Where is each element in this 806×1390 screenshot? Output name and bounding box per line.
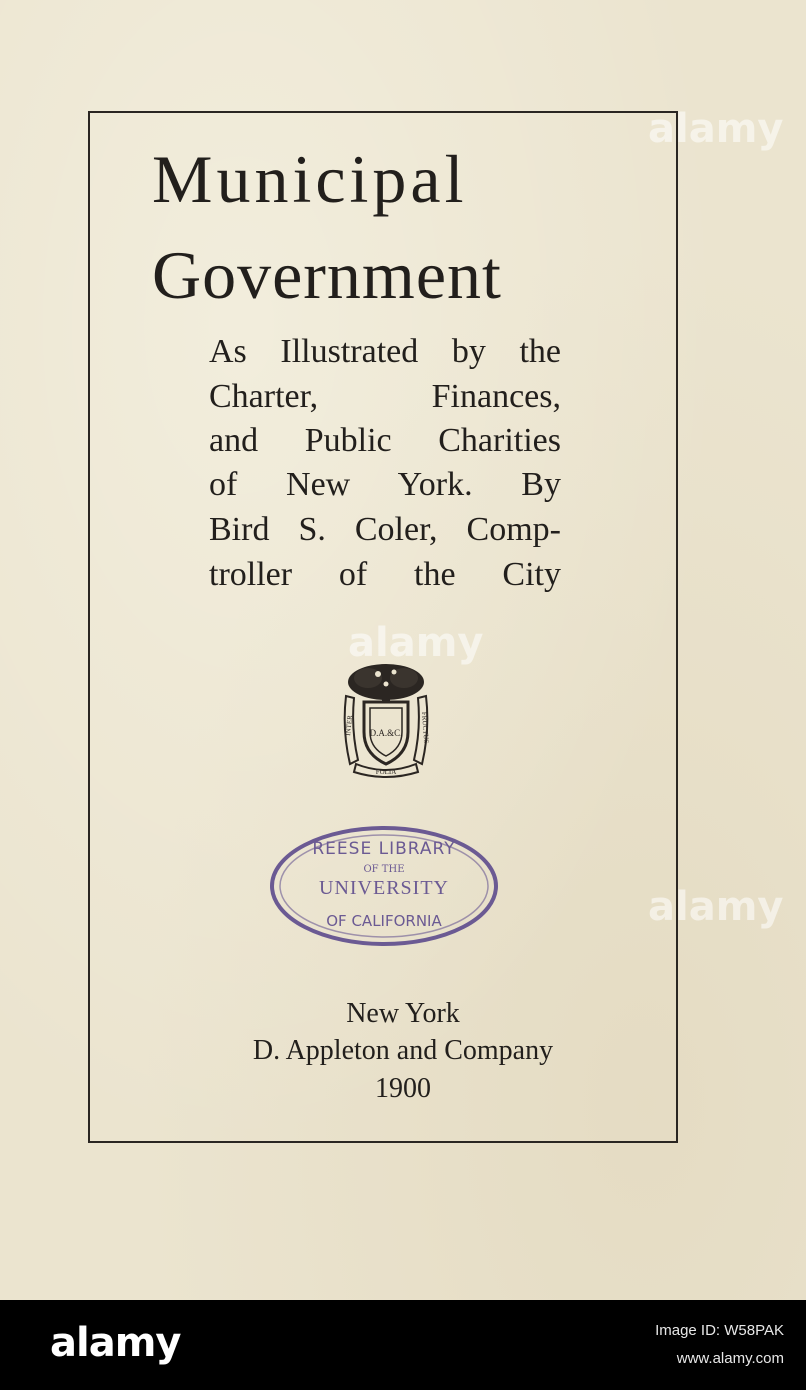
tree-shield-device-icon (336, 660, 436, 780)
title-line-2: Government (152, 237, 502, 313)
subtitle-line: As Illustrated by the (209, 333, 561, 370)
imprint-place: New York (346, 998, 460, 1029)
device-motto-bottom: FOLIA (375, 768, 397, 776)
device-motto-left: INTER (344, 714, 355, 737)
subtitle-line: and Public Charities (209, 422, 561, 459)
footer-bar (0, 1300, 806, 1390)
subtitle-line: Charter, Finances, (209, 378, 561, 415)
stamp-line-1: REESE LIBRARY (312, 839, 456, 859)
title-line-1: Municipal (152, 141, 468, 217)
subtitle-line: Bird S. Coler, Comp- (209, 511, 561, 548)
subtitle-line: of New York. By (209, 466, 561, 503)
footer-url[interactable]: www.alamy.com (676, 1350, 784, 1367)
device-motto-right: FRUCTUS (420, 711, 431, 744)
stamp-line-3: UNIVERSITY (319, 877, 449, 899)
imprint-publisher: D. Appleton and Company (252, 1035, 554, 1066)
footer-logo[interactable]: alamy (50, 1320, 181, 1366)
imprint-year: 1900 (375, 1073, 431, 1104)
footer-image-id: Image ID: W58PAK (655, 1322, 784, 1339)
device-monogram: D.A.&C. (369, 728, 403, 738)
stamp-line-4: OF CALIFORNIA (326, 912, 442, 930)
watermark: alamy (348, 620, 484, 666)
watermark: alamy (648, 106, 784, 152)
stamp-line-2: OF THE (363, 864, 405, 875)
watermark: alamy (648, 884, 784, 930)
library-stamp (266, 822, 502, 950)
subtitle-line: troller of the City (209, 556, 561, 593)
